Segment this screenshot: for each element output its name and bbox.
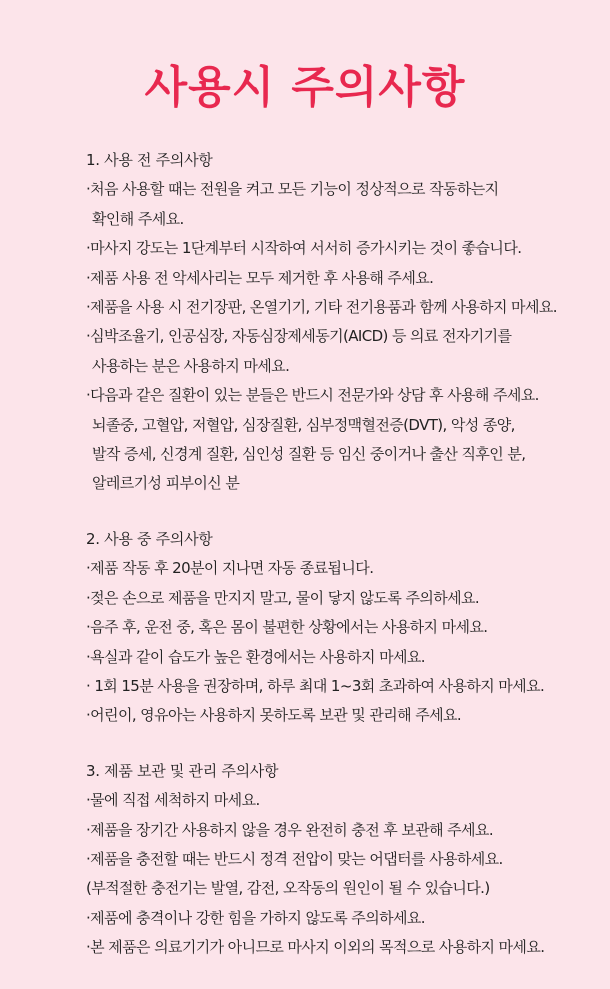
notice-line: ·제품에 충격이나 강한 힘을 가하지 않도록 주의하세요.: [86, 908, 425, 927]
notice-line: 알레르기성 피부이신 분: [92, 474, 240, 493]
notice-line: 확인해 주세요.: [92, 209, 184, 228]
notice-line: ·제품 사용 전 악세사리는 모두 제거한 후 사용해 주세요.: [86, 268, 434, 287]
section-heading: 3. 제품 보관 및 관리 주의사항: [86, 761, 279, 780]
notice-line: ·다음과 같은 질환이 있는 분들은 반드시 전문가와 상담 후 사용해 주세요.: [86, 386, 539, 405]
notice-line: ·마사지 강도는 1단계부터 시작하여 서서히 증가시키는 것이 좋습니다.: [86, 239, 522, 258]
notice-line: ·어린이, 영유아는 사용하지 못하도록 보관 및 관리해 주세요.: [86, 706, 462, 725]
notice-line: ·물에 직접 세척하지 마세요.: [86, 791, 260, 810]
notice-line: ·음주 후, 운전 중, 혹은 몸이 불편한 상황에서는 사용하지 마세요.: [86, 618, 488, 637]
page-title: 사용시 주의사항: [144, 62, 466, 113]
section-storage: [86, 757, 586, 963]
notice-line: 사용하는 분은 사용하지 마세요.: [92, 356, 290, 375]
notice-content: [86, 146, 586, 989]
notice-line: ·젖은 손으로 제품을 만지지 말고, 물이 닿지 않도록 주의하세요.: [86, 588, 480, 607]
section-during-use: [86, 525, 586, 731]
notice-line: ·제품 작동 후 20분이 지나면 자동 종료됩니다.: [86, 559, 374, 578]
section-heading: 2. 사용 중 주의사항: [86, 529, 213, 548]
notice-line: 뇌졸중, 고혈압, 저혈압, 심장질환, 심부정맥혈전증(DVT), 악성 종양,: [92, 415, 515, 434]
notice-line: ·제품을 충전할 때는 반드시 정격 전압이 맞는 어댑터를 사용하세요.: [86, 849, 503, 868]
notice-line: ·제품을 사용 시 전기장판, 온열기기, 기타 전기용품과 함께 사용하지 마세요.: [86, 298, 557, 317]
notice-line: 발작 증세, 신경계 질환, 심인성 질환 등 임신 중이거나 출산 직후인 분,: [92, 445, 526, 464]
notice-line: ·처음 사용할 때는 전원을 켜고 모든 기능이 정상적으로 작동하는지: [86, 180, 499, 199]
notice-line: ·심박조율기, 인공심장, 자동심장제세동기(AICD) 등 의료 전자기기를: [86, 327, 512, 346]
notice-line: ·제품을 장기간 사용하지 않을 경우 완전히 충전 후 보관해 주세요.: [86, 820, 493, 839]
section-before-use: [86, 146, 586, 499]
section-heading: 1. 사용 전 주의사항: [86, 151, 213, 169]
notice-line: (부적절한 충전기는 발열, 감전, 오작동의 원인이 될 수 있습니다.): [86, 879, 490, 898]
notice-line: ·본 제품은 의료기기가 아니므로 마사지 이외의 목적으로 사용하지 마세요.: [86, 938, 545, 957]
notice-line: · 1회 15분 사용을 권장하며, 하루 최대 1~3회 초과하여 사용하지 마세요.: [86, 676, 545, 695]
notice-line: ·욕실과 같이 습도가 높은 환경에서는 사용하지 마세요.: [86, 647, 425, 666]
